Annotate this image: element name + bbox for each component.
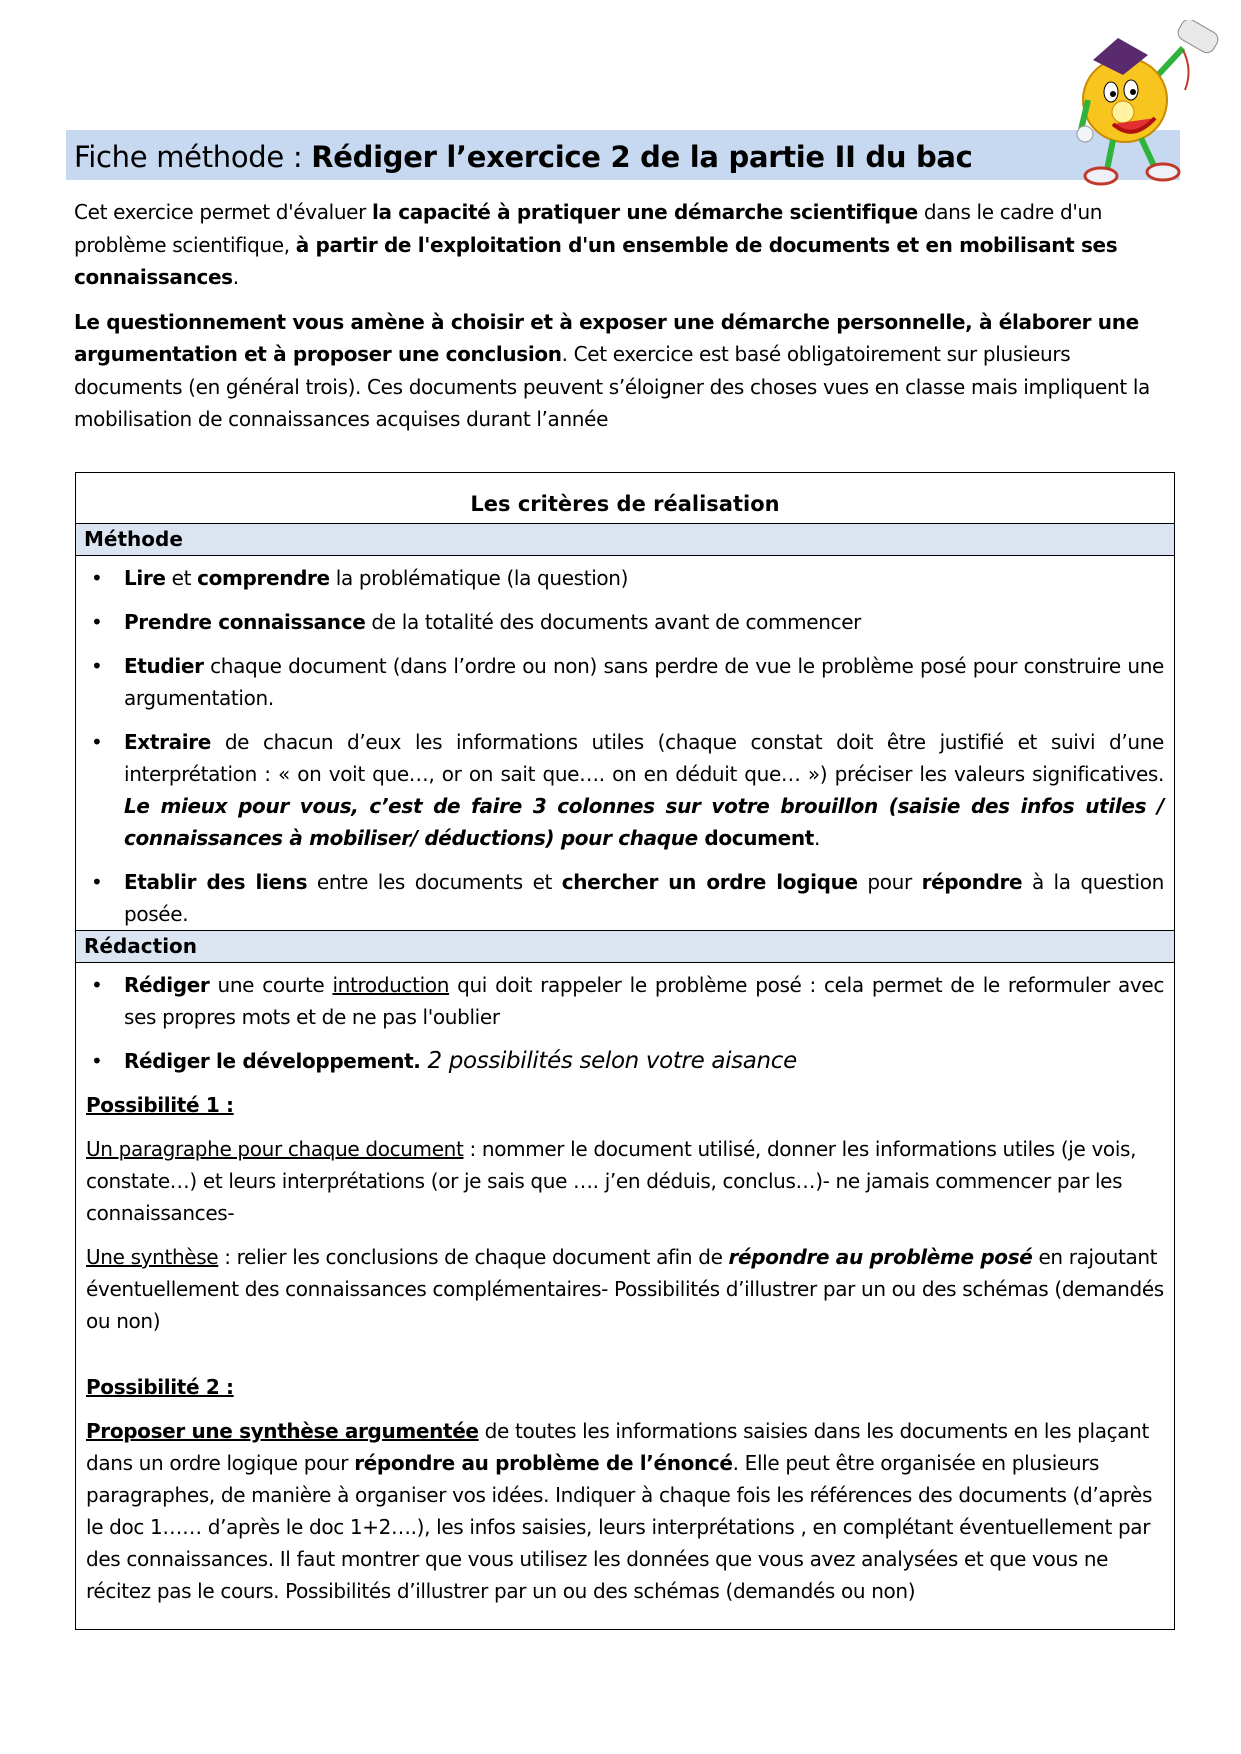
text: la problématique (la question) bbox=[329, 566, 629, 590]
text: dans le cadre d'un problème scientifique, bbox=[74, 200, 1103, 257]
emphasis: Etudier bbox=[124, 654, 204, 678]
text: entre les documents et bbox=[307, 870, 562, 894]
bullet-icon: • bbox=[91, 730, 103, 754]
possibility-2-heading bbox=[86, 1371, 1164, 1403]
title-main: Rédiger l’exercice 2 de la partie II du bac bbox=[311, 140, 973, 174]
criteria-table bbox=[75, 472, 1175, 1630]
text: une courte bbox=[209, 973, 333, 997]
text: Cet exercice permet d'évaluer bbox=[74, 200, 373, 224]
text: . Elle peut être organisée en plusieurs paragraphes, de manière à organiser vos idées. Indiquer à chaque fois les références des documents (d’après le doc 1…… d’après le doc 1+2….), les infos saisies, leurs interprétations , en complétant éventuellement par des connaissances. Il faut montrer que vous utilisez les données que vous avez analysées et que vous ne récitez pas le cours. Possibilités d’illustrer par un ou des schémas (demandés ou non) bbox=[86, 1451, 1153, 1603]
section-heading-methode: Méthode bbox=[76, 524, 1174, 556]
emphasis: document bbox=[697, 826, 814, 850]
bullet-icon: • bbox=[91, 870, 103, 894]
text: à la question posée. bbox=[124, 870, 1164, 926]
text: de toutes les informations saisies dans les documents en les plaçant dans un ordre logique pour bbox=[86, 1419, 1150, 1475]
possibility-1-paragraph-1 bbox=[86, 1133, 1164, 1229]
text: : relier les conclusions de chaque document afin de bbox=[218, 1245, 729, 1269]
section-body-redaction bbox=[76, 963, 1174, 1607]
intro-paragraph-2 bbox=[74, 306, 1174, 436]
bullet-icon: • bbox=[91, 654, 103, 678]
title-prefix: Fiche méthode : bbox=[74, 140, 312, 174]
bold-italic-tip: Le mieux pour vous, c’est de faire 3 colonnes sur votre brouillon (saisie des infos utiles / connaissances à mobiliser/ déductions) pour chaque bbox=[124, 794, 1164, 850]
bullet-icon: • bbox=[91, 1049, 103, 1073]
list-item bbox=[86, 866, 1164, 930]
graduate-smiley-mascot-icon bbox=[1063, 20, 1233, 190]
heading-text: Possibilité 2 : bbox=[86, 1375, 234, 1399]
section-body-methode bbox=[76, 556, 1174, 930]
bold-underlined-term: Proposer une synthèse argumentée bbox=[86, 1419, 479, 1443]
text: en rajoutant éventuellement des connaissances complémentaires- Possibilités d’illustrer par un ou des schémas (demandés ou non) bbox=[86, 1245, 1164, 1333]
emphasis: Rédiger le développement. bbox=[124, 1049, 421, 1073]
list-item bbox=[86, 650, 1164, 714]
bold-italic-emphasis: répondre au problème posé bbox=[728, 1245, 1033, 1269]
emphasis: comprendre bbox=[197, 566, 330, 590]
emphasis: à partir de l'exploitation d'un ensemble de documents et en mobilisant ses connaissances bbox=[74, 232, 1118, 289]
underlined-term: Une synthèse bbox=[86, 1245, 219, 1269]
bullet-icon: • bbox=[91, 566, 103, 590]
possibility-1-paragraph-2 bbox=[86, 1241, 1164, 1337]
intro bbox=[74, 196, 1174, 448]
text: . bbox=[232, 265, 239, 289]
list-item bbox=[86, 606, 1164, 638]
redaction-list bbox=[86, 969, 1164, 1077]
section-heading-redaction: Rédaction bbox=[76, 930, 1174, 963]
emphasis: Prendre connaissance bbox=[124, 610, 366, 634]
text: qui doit rappeler le problème posé : cela permet de le reformuler avec ses propres mots et de ne pas l'oublier bbox=[124, 973, 1164, 1029]
emphasis: Extraire bbox=[124, 730, 211, 754]
spacer bbox=[86, 1349, 1164, 1371]
list-item bbox=[86, 969, 1164, 1033]
emphasis: Lire bbox=[124, 566, 166, 590]
text: chaque document (dans l’ordre ou non) sans perdre de vue le problème posé pour construire une argumentation. bbox=[124, 654, 1164, 710]
bullet-icon: • bbox=[91, 973, 103, 997]
emphasis: Etablir des liens bbox=[124, 870, 308, 894]
underlined-term: introduction bbox=[332, 973, 450, 997]
text: et bbox=[165, 566, 198, 590]
possibility-2-paragraph bbox=[86, 1415, 1164, 1607]
bullet-icon: • bbox=[91, 610, 103, 634]
list-item bbox=[86, 1045, 1164, 1077]
text: de la totalité des documents avant de commencer bbox=[365, 610, 862, 634]
heading-text: Possibilité 1 : bbox=[86, 1093, 234, 1117]
text: : nommer le document utilisé, donner les informations utiles (je vois, constate…) et leurs interprétations (or je sais que …. j’en déduis, conclus…)- ne jamais commencer par les connaissances- bbox=[86, 1137, 1137, 1225]
text: . Cet exercice est basé obligatoirement sur plusieurs documents (en général trois). Ces documents peuvent s’éloigner des choses vues en classe mais impliquent la mobilisation de connaissances acquises durant l’année bbox=[74, 342, 1150, 431]
emphasis: répondre bbox=[921, 870, 1023, 894]
list-item bbox=[86, 562, 1164, 594]
intro-paragraph-1 bbox=[74, 196, 1174, 294]
emphasis: chercher un ordre logique bbox=[561, 870, 858, 894]
page-title bbox=[74, 138, 973, 176]
emphasis: la capacité à pratiquer une démarche scientifique bbox=[372, 200, 918, 224]
italic-note: 2 possibilités selon votre aisance bbox=[420, 1048, 797, 1074]
methode-list bbox=[86, 562, 1164, 930]
text: . bbox=[813, 826, 820, 850]
emphasis: Rédiger bbox=[124, 973, 210, 997]
list-item bbox=[86, 726, 1164, 854]
text: de chacun d’eux les informations utiles (chaque constat doit être justifié et suivi d’une interprétation : « on voit que…, or on sait que…. on en déduit que… ») préciser les valeurs significatives. bbox=[124, 730, 1164, 786]
possibility-1-heading bbox=[86, 1089, 1164, 1121]
underlined-term: Un paragraphe pour chaque document bbox=[86, 1137, 464, 1161]
emphasis: répondre au problème de l’énoncé bbox=[354, 1451, 733, 1475]
emphasis: Le questionnement vous amène à choisir et à exposer une démarche personnelle, à élaborer une argumentation et à proposer une conclusion bbox=[74, 309, 1139, 366]
table-title: Les critères de réalisation bbox=[76, 473, 1174, 524]
text: pour bbox=[857, 870, 922, 894]
